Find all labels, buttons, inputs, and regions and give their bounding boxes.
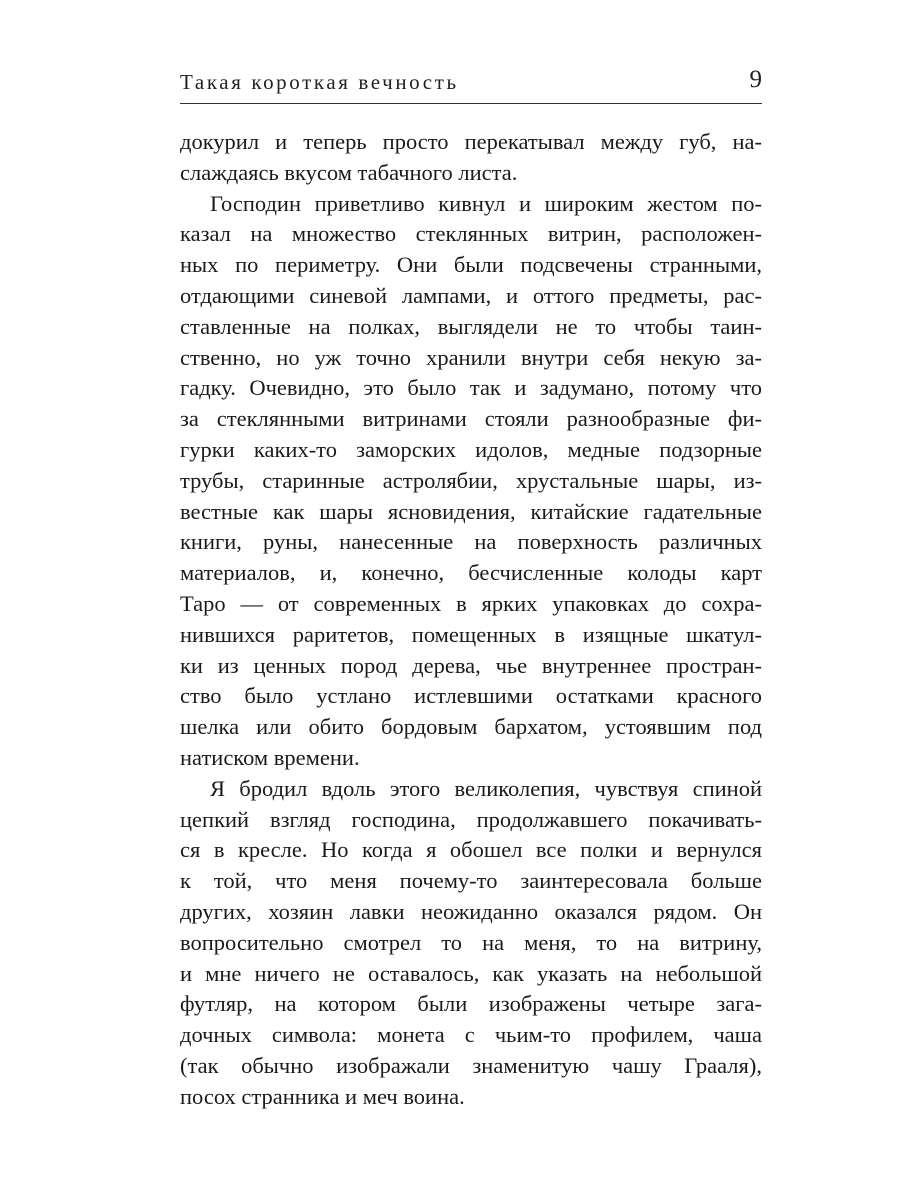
text-line: других, хозяин лавки неожиданно оказался рядом. Он — [180, 898, 762, 924]
text-line: ставленные на полках, выглядели не то чтобы таин- — [180, 313, 762, 339]
text-line: Я бродил вдоль этого великолепия, чувствуя спиной — [210, 775, 762, 801]
paragraph — [180, 774, 762, 1113]
text-line: Таро — от современных в ярких упаковках до сохра- — [180, 590, 762, 616]
text-line: трубы, старинные астролябии, хрустальные шары, из- — [180, 467, 762, 493]
text-line: вопросительно смотрел то на меня, то на витрину, — [180, 929, 762, 955]
text-line: ных по периметру. Они были подсвечены странными, — [180, 252, 762, 278]
text-line: отдающими синевой лампами, и оттого предметы, рас- — [180, 282, 762, 308]
text-line: книги, руны, нанесенные на поверхность различных — [180, 529, 762, 555]
text-line: казал на множество стеклянных витрин, расположен- — [180, 221, 762, 247]
text-line: материалов, и, конечно, бесчисленные колоды карт — [180, 560, 762, 586]
running-header — [180, 66, 762, 100]
text-line: дочных символа: монета с чьим-то профилем, чаша — [180, 1022, 762, 1048]
paragraph — [180, 127, 762, 189]
text-line: футляр, на котором были изображены четыре зага- — [180, 991, 762, 1017]
text-line: гурки каких-то заморских идолов, медные подзорные — [180, 436, 762, 462]
text-line: Господин приветливо кивнул и широким жестом по- — [210, 190, 762, 216]
text-line: за стеклянными витринами стояли разнообразные фи- — [180, 406, 762, 432]
text-line: к той, что меня почему-то заинтересовала больше — [180, 868, 762, 894]
page-number: 9 — [749, 66, 762, 93]
body-text — [180, 127, 762, 1113]
text-line: ки из ценных пород дерева, чье внутреннее простран- — [180, 652, 762, 678]
text-line: слаждаясь вкусом табачного листа. — [180, 159, 518, 185]
text-line: нившихся раритетов, помещенных в изящные шкатул- — [180, 621, 762, 647]
running-title: Такая короткая вечность — [180, 70, 459, 94]
text-line: вестные как шары ясновидения, китайские гадательные — [180, 498, 762, 524]
text-line: шелка или обито бордовым бархатом, устоявшим под — [180, 714, 762, 740]
text-line: цепкий взгляд господина, продолжавшего покачивать- — [180, 806, 762, 832]
header-rule — [180, 103, 762, 104]
text-line: (так обычно изображали знаменитую чашу Грааля), — [180, 1052, 762, 1078]
text-line: и мне ничего не оставалось, как указать на небольшой — [180, 960, 762, 986]
text-line: натиском времени. — [180, 744, 360, 770]
paragraph — [180, 189, 762, 774]
text-line: ственно, но уж точно хранили внутри себя некую за- — [180, 344, 762, 370]
text-line: докурил и теперь просто перекатывал между губ, на- — [180, 129, 762, 154]
text-line: гадку. Очевидно, это было так и задумано, потому что — [180, 375, 762, 401]
text-line: посох странника и меч воина. — [180, 1083, 465, 1109]
text-line: ся в кресле. Но когда я обошел все полки и вернулся — [180, 837, 762, 863]
text-line: ство было устлано истлевшими остатками красного — [180, 683, 762, 709]
